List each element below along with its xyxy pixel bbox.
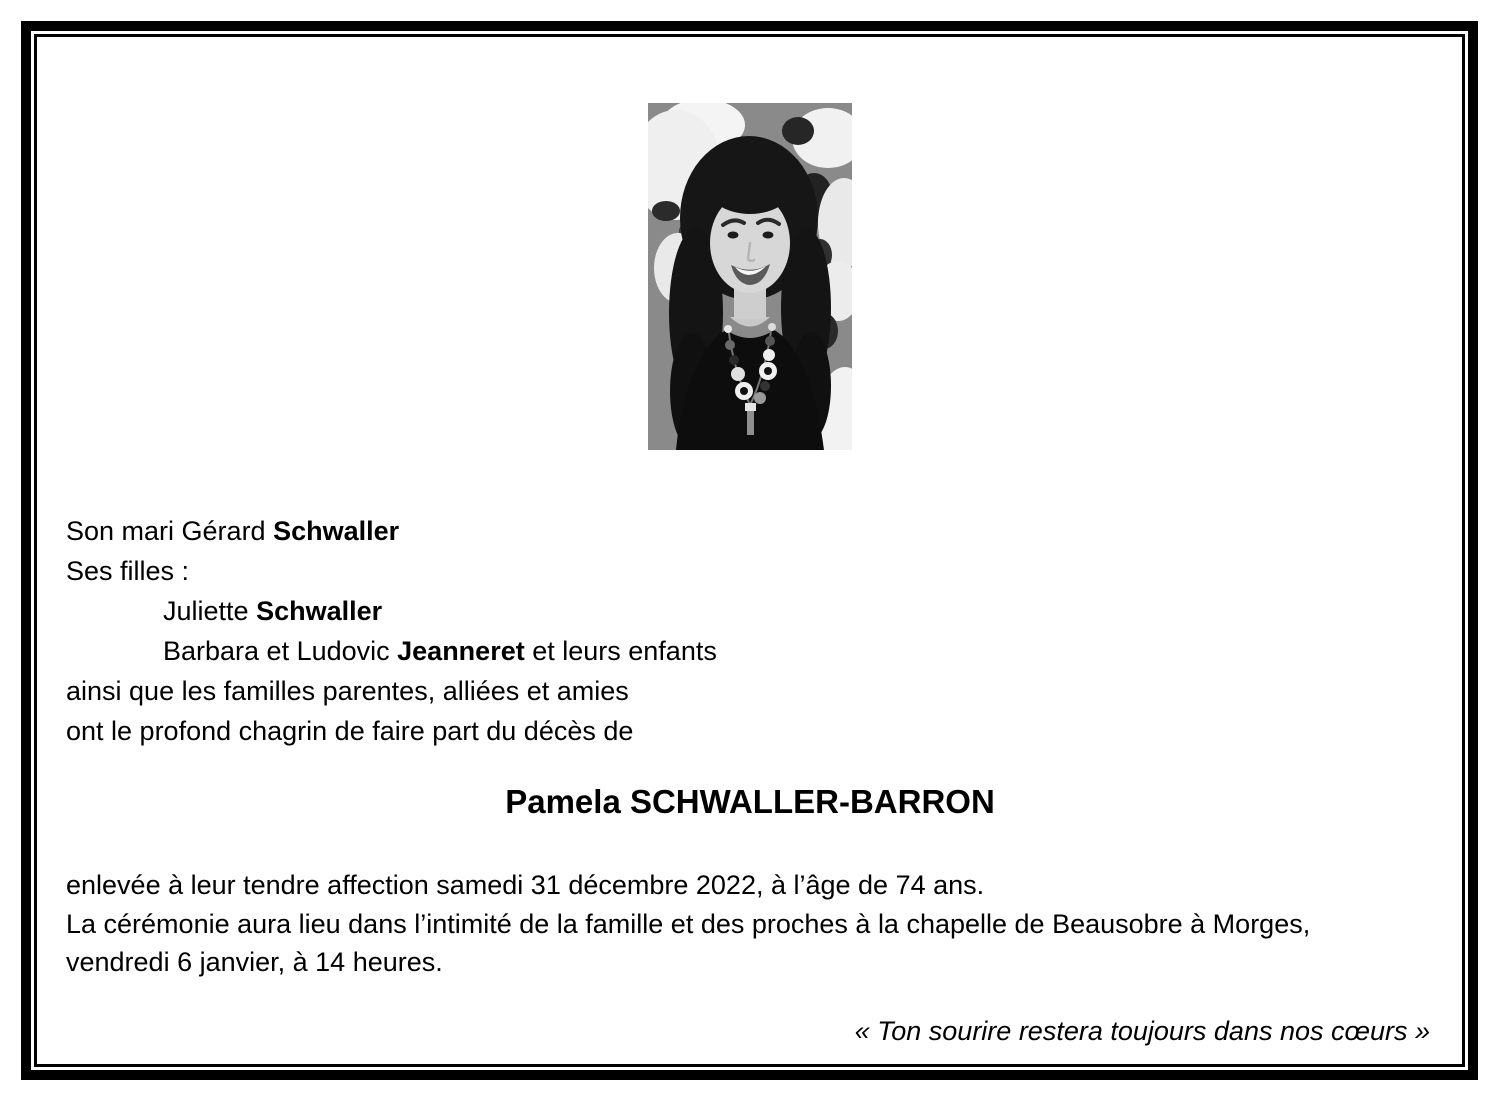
family-line-text: ont le profond chagrin de faire part du décès de bbox=[66, 716, 634, 746]
family-line-text: Juliette bbox=[163, 596, 257, 626]
deceased-name: Pamela SCHWALLER-BARRON bbox=[505, 783, 995, 820]
family-surname: Jeanneret bbox=[397, 636, 525, 666]
memorial-quote: « Ton sourire restera toujours dans nos cœurs » bbox=[854, 1016, 1430, 1046]
family-surname: Schwaller bbox=[256, 596, 383, 626]
family-line-daughters-label bbox=[66, 551, 717, 591]
family-line-text: Barbara et Ludovic bbox=[163, 636, 398, 666]
family-line-husband bbox=[66, 511, 717, 551]
family-line-relatives bbox=[66, 671, 717, 711]
family-line-daughter-2: Barbara et Ludovic Jeanneret et leurs enfants bbox=[163, 636, 717, 666]
family-line-daughter-1 bbox=[66, 591, 717, 631]
family-list bbox=[66, 511, 717, 751]
ceremony-announcement bbox=[66, 866, 1310, 982]
family-line-text: Son mari Gérard bbox=[66, 516, 274, 546]
family-line-announce-intro bbox=[66, 711, 717, 751]
family-line-text: ainsi que les familles parentes, alliées et amies bbox=[66, 676, 629, 706]
portrait-photo bbox=[648, 103, 852, 450]
family-line-text: Ses filles : bbox=[66, 556, 190, 586]
portrait-photo-graphic bbox=[648, 103, 852, 450]
announcement-line-ceremony-place: La cérémonie aura lieu dans l’intimité de la famille et des proches à la chapelle de Beausobre à Morges, bbox=[66, 908, 1311, 939]
announcement-line-death: enlevée à leur tendre affection samedi 31 décembre 2022, à l’âge de 74 ans. bbox=[66, 870, 985, 900]
family-surname: Schwaller bbox=[273, 516, 400, 546]
announcement-line-ceremony-time: vendredi 6 janvier, à 14 heures. bbox=[66, 947, 443, 977]
